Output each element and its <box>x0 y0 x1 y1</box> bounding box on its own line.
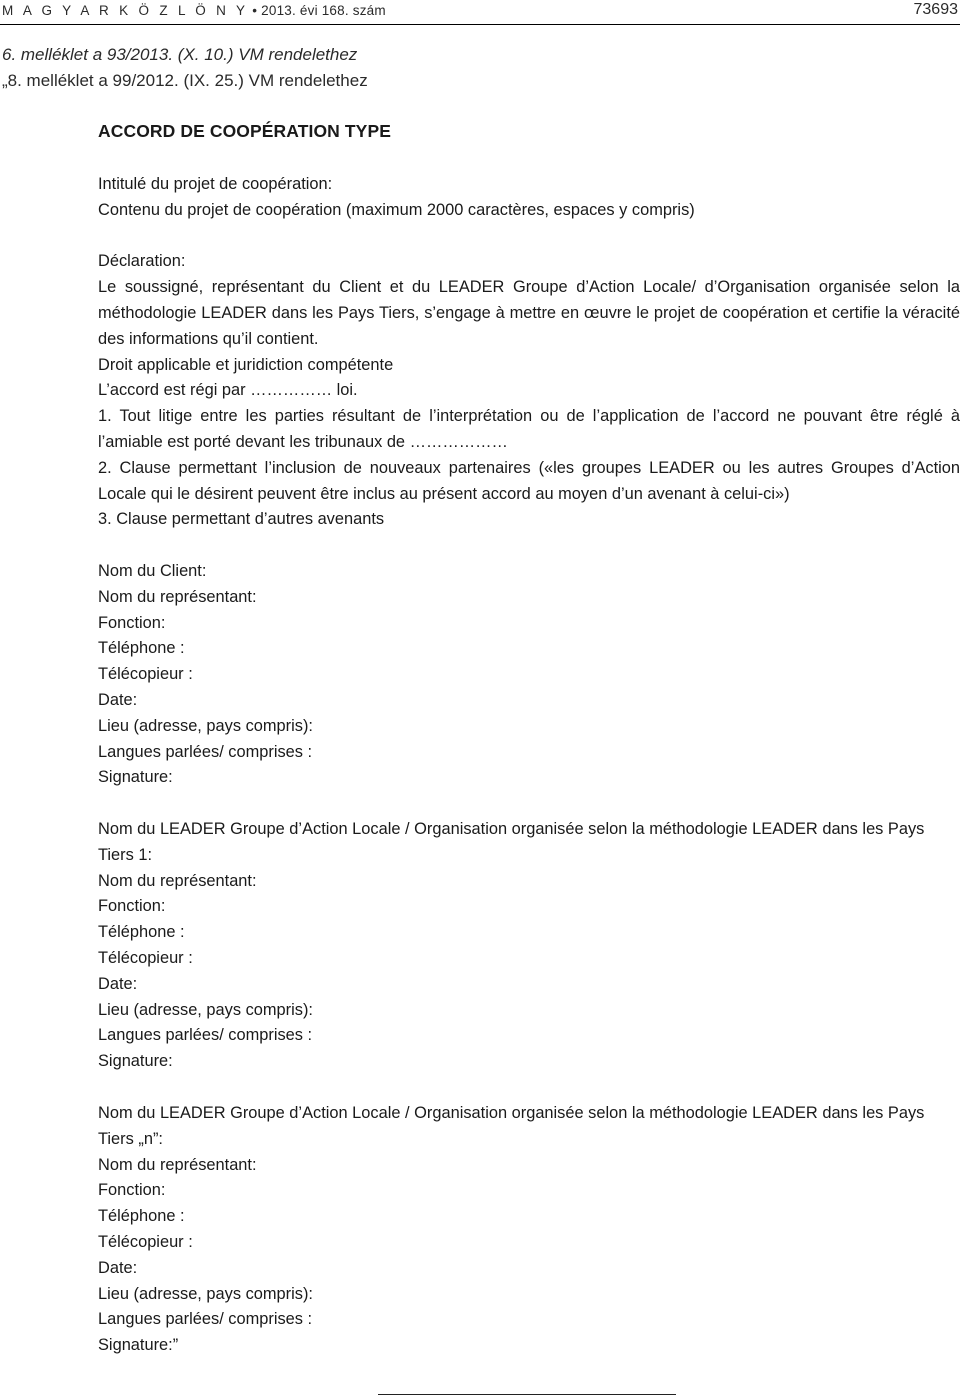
annex-amended-reference: „8. melléklet a 99/2012. (IX. 25.) VM rendelethez <box>2 71 368 90</box>
fax-field: Télécopieur : <box>98 1232 193 1251</box>
representative-field: Nom du représentant: <box>98 1155 257 1174</box>
signature-field: Signature: <box>98 768 173 787</box>
clause-2: 2. Clause permettant l’inclusion de nouveaux partenaires («les groupes LEADER ou les autres Groupes d’Action Locale qui le désirent peuvent être inclus au présent accord au moyen d’un avenant à celui-ci») <box>98 458 960 503</box>
header-rule <box>0 24 960 25</box>
languages-field: Langues parlées/ comprises : <box>98 742 313 761</box>
declaration-label: Déclaration: <box>98 252 186 271</box>
languages-field: Langues parlées/ comprises : <box>98 1026 313 1045</box>
project-content-field: Contenu du projet de coopération (maximum 2000 caractères, espaces y compris) <box>98 200 695 219</box>
law-text: L’accord est régi par …………… loi. <box>98 381 358 400</box>
leader-name-field: Nom du LEADER Groupe d’Action Locale / Organisation organisée selon la méthodologie LEADER dans les Pays Tiers 1: <box>98 820 925 864</box>
bullet-separator: • <box>252 3 258 18</box>
leader-1-block <box>98 817 960 1075</box>
signature-field: Signature:” <box>98 1336 179 1355</box>
representative-field: Nom du représentant: <box>98 587 257 606</box>
representative-field: Nom du représentant: <box>98 871 257 890</box>
phone-field: Téléphone : <box>98 1207 185 1226</box>
clause-1: 1. Tout litige entre les parties résultant de l’interprétation ou de l’application de l’accord ne pouvant être réglé à l’amiable est porté devant les tribunaux de ……………… <box>98 407 960 451</box>
annex-reference: 6. melléklet a 93/2013. (X. 10.) VM rendelethez <box>2 45 358 64</box>
running-head <box>2 3 386 18</box>
phone-field: Téléphone : <box>98 923 185 942</box>
footer-rule <box>378 1394 676 1395</box>
signature-field: Signature: <box>98 1052 173 1071</box>
function-field: Fonction: <box>98 613 166 632</box>
fax-field: Télécopieur : <box>98 665 193 684</box>
leader-n-block <box>98 1101 960 1359</box>
leader-name-field: Nom du LEADER Groupe d’Action Locale / Organisation organisée selon la méthodologie LEADER dans les Pays Tiers „n”: <box>98 1104 925 1148</box>
page-header <box>0 0 960 26</box>
date-field: Date: <box>98 1258 138 1277</box>
document-title: ACCORD DE COOPÉRATION TYPE <box>98 121 391 141</box>
phone-field: Téléphone : <box>98 639 185 658</box>
declaration-text: Le soussigné, représentant du Client et du LEADER Groupe d’Action Locale/ d’Organisation organisée selon la méthodologie LEADER dans les Pays Tiers, s’engage à mettre en œuvre le projet de coopération et certifie la véracité des informations qu’il contient. <box>98 278 960 348</box>
function-field: Fonction: <box>98 897 166 916</box>
law-heading: Droit applicable et juridiction compétente <box>98 355 394 374</box>
issue-label: 2013. évi 168. szám <box>261 3 386 18</box>
fax-field: Télécopieur : <box>98 948 193 967</box>
place-field: Lieu (adresse, pays compris): <box>98 1000 313 1019</box>
date-field: Date: <box>98 974 138 993</box>
client-block <box>98 559 960 791</box>
agreement-body <box>98 172 960 533</box>
place-field: Lieu (adresse, pays compris): <box>98 1284 313 1303</box>
page-number: 73693 <box>913 1 958 18</box>
client-name-field: Nom du Client: <box>98 562 207 580</box>
clause-3: 3. Clause permettant d’autres avenants <box>98 510 385 529</box>
publication-name: M A G Y A R K Ö Z L Ö N Y <box>2 3 249 18</box>
place-field: Lieu (adresse, pays compris): <box>98 716 313 735</box>
languages-field: Langues parlées/ comprises : <box>98 1310 313 1329</box>
project-title-field: Intitulé du projet de coopération: <box>98 175 333 193</box>
date-field: Date: <box>98 690 138 709</box>
function-field: Fonction: <box>98 1181 166 1200</box>
